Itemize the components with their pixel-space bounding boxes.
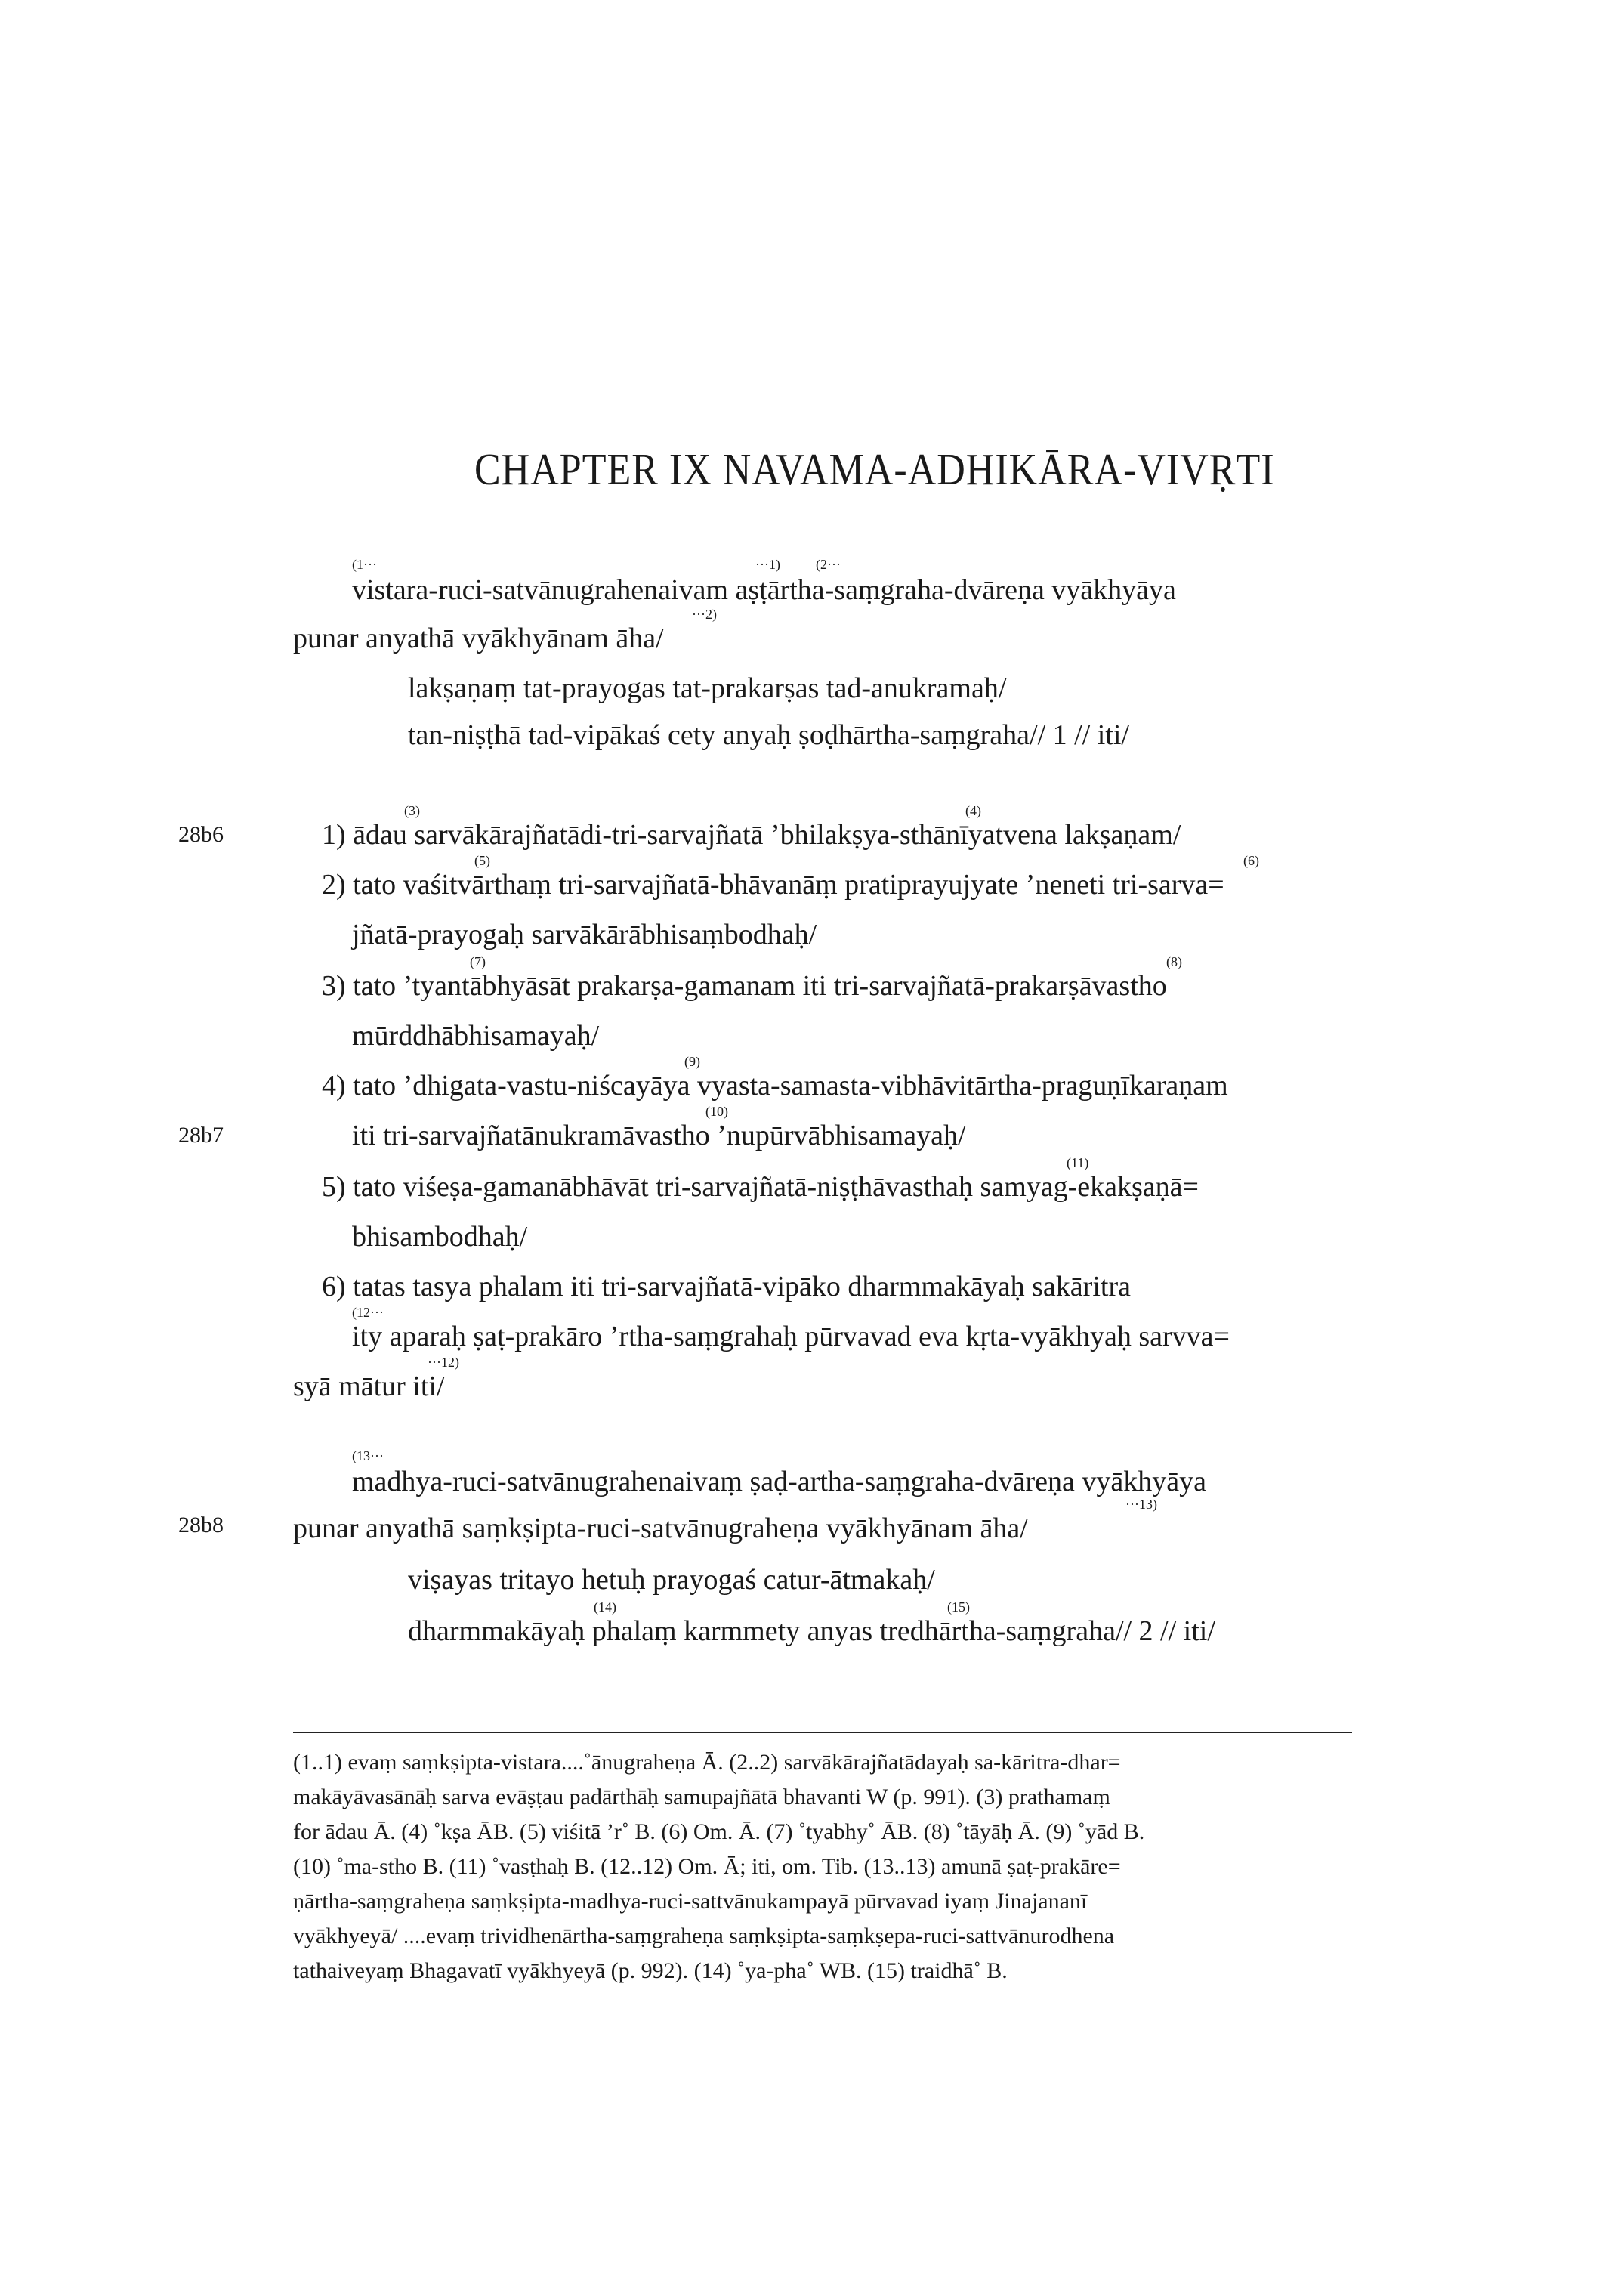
item-3-line-b: mūrddhābhisamayaḥ/ (352, 1020, 600, 1052)
note-mark-1-end: ···1) (755, 557, 780, 572)
note-mark-2-end: ···2) (692, 607, 717, 622)
note-mark-14: (14) (594, 1599, 616, 1615)
margin-ref-28b6: 28b6 (178, 822, 224, 847)
note-mark-2-start: (2··· (816, 557, 841, 572)
item-2-line-b: jñatā-prayogaḥ sarvākārābhisaṃbodhaḥ/ (352, 919, 817, 950)
note-mark-1-start: (1··· (352, 557, 377, 572)
intro-line-1: vistara-ruci-satvānugrahenaivam aṣṭārtha-saṃgraha-dvāreṇa vyākhyāya (352, 574, 1176, 606)
verse-1-line-b: tan-niṣṭhā tad-vipākaś cety anyaḥ ṣoḍhārtha-saṃgraha// 1 // iti/ (408, 719, 1129, 751)
item-7-line: ity aparaḥ ṣaṭ-prakāro ’rtha-saṃgrahaḥ pūrvavad eva kṛta-vyākhyaḥ sarvva= (352, 1321, 1230, 1352)
item-8-line: syā mātur iti/ (293, 1370, 445, 1402)
note-mark-8: (8) (1166, 954, 1182, 969)
margin-ref-28b8: 28b8 (178, 1513, 224, 1537)
item-1: 1) ādau sarvākārajñatādi-tri-sarvajñatā ’bhilakṣya-sthānīyatvena lakṣaṇam/ (322, 819, 1181, 851)
note-mark-13-start: (13··· (352, 1448, 384, 1463)
note-mark-4: (4) (965, 803, 981, 818)
footnote-rule (293, 1732, 1352, 1733)
item-2-line-a: 2) tato vaśitvārthaṃ tri-sarvajñatā-bhāvanāṃ pratiprayujyate ’neneti tri-sarva= (322, 869, 1224, 901)
footnote-line-2: makāyāvasānāḥ sarva evāṣṭau padārthāḥ samupajñātā bhavanti W (p. 991). (3) prathamaṃ (293, 1785, 1110, 1809)
page-title: CHAPTER IX NAVAMA-ADHIKĀRA-VIVṚTI (474, 445, 1275, 495)
note-mark-12-start: (12··· (352, 1305, 384, 1320)
footnote-line-7: tathaiveyaṃ Bhagavatī vyākhyeyā (p. 992). (14) ˚ya-pha˚ WB. (15) traidhā˚ B. (293, 1958, 1008, 1983)
item-5-line-b: bhisambodhaḥ/ (352, 1221, 528, 1253)
footnote-line-6: vyākhyeyā/ ....evaṃ trividhenārtha-saṃgraheṇa saṃkṣipta-saṃkṣepa-ruci-sattvānurodhena (293, 1924, 1115, 1948)
item-5-line-a: 5) tato viśeṣa-gamanābhāvāt tri-sarvajñatā-niṣṭhāvasthaḥ samyag-ekakṣaṇā= (322, 1171, 1199, 1203)
note-mark-15: (15) (947, 1599, 970, 1615)
note-mark-5: (5) (474, 853, 490, 868)
verse-2-line-a: viṣayas tritayo hetuḥ prayogaś catur-ātmakaḥ/ (408, 1564, 935, 1596)
note-mark-13-end: ···13) (1125, 1497, 1157, 1512)
item-6: 6) tatas tasya phalam iti tri-sarvajñatā-vipāko dharmmakāyaḥ sakāritra (322, 1271, 1131, 1303)
footnote-line-4: (10) ˚ma-stho B. (11) ˚vasṭhaḥ B. (12..12) Om. Ā; iti, om. Tib. (13..13) amunā ṣaṭ-prakāre= (293, 1854, 1121, 1879)
footnote-line-5: ṇārtha-saṃgraheṇa saṃkṣipta-madhya-ruci-sattvānukampayā pūrvavad iyaṃ Jinajananī (293, 1889, 1088, 1914)
footnote-line-3: for ādau Ā. (4) ˚kṣa ĀB. (5) viśitā ’r˚ B. (6) Om. Ā. (7) ˚tyabhy˚ ĀB. (8) ˚tāyāḥ Ā. (9) ˚yād B. (293, 1819, 1145, 1844)
item-4-line-a: 4) tato ’dhigata-vastu-niścayāya vyasta-samasta-vibhāvitārtha-praguṇīkaraṇam (322, 1070, 1228, 1102)
verse-1-line-a: lakṣaṇaṃ tat-prayogas tat-prakarṣas tad-anukramaḥ/ (408, 672, 1007, 704)
middle-line-1: madhya-ruci-satvānugrahenaivaṃ ṣaḍ-artha-saṃgraha-dvāreṇa vyākhyāya (352, 1466, 1207, 1497)
item-3-line-a: 3) tato ’tyantābhyāsāt prakarṣa-gamanam iti tri-sarvajñatā-prakarṣāvastho (322, 970, 1167, 1002)
note-mark-3: (3) (404, 803, 420, 818)
footnote-line-1: (1..1) evaṃ saṃkṣipta-vistara....˚ānugraheṇa Ā. (2..2) sarvākārajñatādayaḥ sa-kāritra-dhar= (293, 1750, 1121, 1775)
note-mark-10: (10) (705, 1104, 728, 1119)
note-mark-12-end: ···12) (428, 1355, 459, 1370)
note-mark-11: (11) (1067, 1155, 1089, 1170)
note-mark-7: (7) (470, 954, 486, 969)
note-mark-9: (9) (684, 1054, 700, 1069)
item-4-line-b: iti tri-sarvajñatānukramāvastho ’nupūrvābhisamayaḥ/ (352, 1120, 966, 1151)
verse-2-line-b: dharmmakāyaḥ phalaṃ karmmety anyas tredhārtha-saṃgraha// 2 // iti/ (408, 1615, 1215, 1647)
margin-ref-28b7: 28b7 (178, 1123, 224, 1148)
middle-line-2: punar anyathā saṃkṣipta-ruci-satvānugraheṇa vyākhyānam āha/ (293, 1513, 1028, 1544)
note-mark-6: (6) (1243, 853, 1259, 868)
intro-line-2: punar anyathā vyākhyānam āha/ (293, 623, 664, 654)
